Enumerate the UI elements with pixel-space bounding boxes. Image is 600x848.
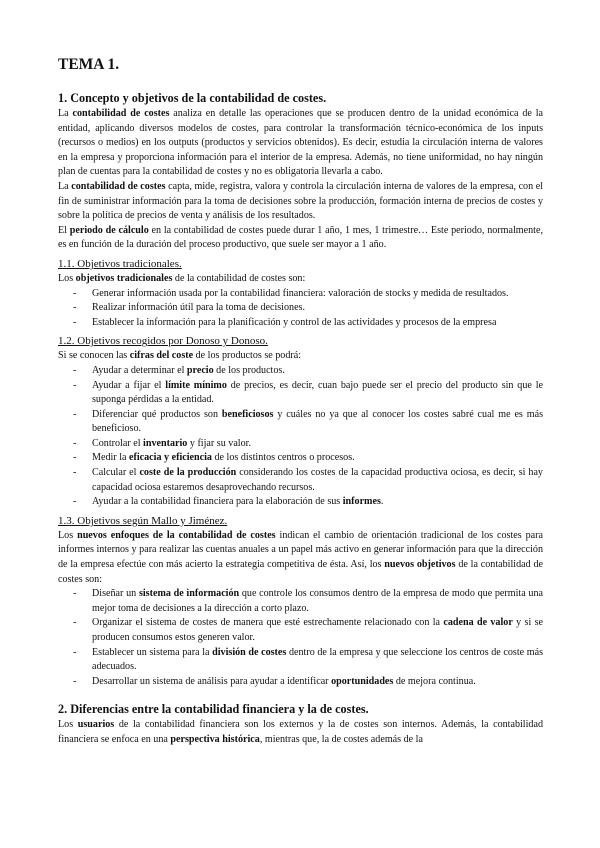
- bullet-list: [58, 287, 543, 331]
- list-item: - Controlar el inventario y fijar su valor.: [92, 437, 543, 452]
- paragraph: Los objetivos tradicionales de la contabilidad de costes son:: [58, 272, 306, 284]
- bold-term: perspectiva histórica: [170, 733, 260, 745]
- list-item: - Establecer un sistema para la división de costes dentro de la empresa y que seleccione los centros de coste más adecuados.: [92, 646, 543, 675]
- bold-term: cifras del coste: [129, 350, 194, 362]
- list-item: - Ayudar a la contabilidad financiera para la elaboración de sus informes.: [92, 495, 543, 510]
- list-item: - Ayudar a fijar el límite mínimo de precios, es decir, cuan bajo puede ser el precio del producto sin que le suponga pérdidas a la entidad.: [92, 379, 543, 408]
- bold-term: objetivos tradicionales: [75, 272, 173, 284]
- subsection-1-2-heading: 1.2. Objetivos recogidos por Donoso y Donoso.: [58, 335, 268, 348]
- bold-term: usuarios: [77, 719, 115, 731]
- bold-term: contabilidad de costes: [71, 180, 166, 192]
- list-item: - Medir la eficacia y eficiencia de los distintos centros o procesos.: [92, 451, 543, 466]
- paragraph: Los nuevos enfoques de la contabilidad de costes indican el cambio de orientación tradicional de los costes para informes internos y para realizar las cuentas anuales a un papel más activo en generar información para que la dirección de la empresa efectúe con más acierto la estrategia competitiva de ésta. Así, los nuevos objetivos de la contabilidad de costes son:: [58, 529, 543, 585]
- list-item: - Diseñar un sistema de información que controle los consumos dentro de la empresa de modo que permita una mejor toma de decisiones a la dirección a corto plazo.: [92, 587, 543, 616]
- bullet-list: [58, 587, 543, 689]
- section-1-heading: 1. Concepto y objetivos de la contabilidad de costes.: [58, 91, 327, 105]
- paragraph: El periodo de cálculo en la contabilidad de costes puede durar 1 año, 1 mes, 1 trimestre… Este periodo, normalmente, es en función de la duración del proceso productivo, que suele ser mayor a 1 año.: [58, 224, 543, 251]
- paragraph: Si se conocen las cifras del coste de los productos se podrá:: [58, 350, 302, 362]
- bold-term: contabilidad de costes: [72, 108, 170, 119]
- list-item: - Calcular el coste de la producción considerando los costes de la capacidad productiva ociosa, es decir, si hay capacidad ociosa estaremos desaprovechando recursos.: [92, 466, 543, 495]
- list-item: - Diferenciar qué productos son beneficiosos y cuáles no ya que al conocer los costes sabré cual me es más beneficioso.: [92, 408, 543, 437]
- list-item: - Establecer la información para la planificación y control de las actividades y procesos de la empresa: [92, 316, 543, 331]
- bold-term: periodo de cálculo: [69, 224, 149, 236]
- list-item: - Realizar información útil para la toma de decisiones.: [92, 301, 543, 316]
- subsection-1-3-heading: 1.3. Objetivos según Mallo y Jiménez.: [58, 514, 228, 527]
- list-item: - Generar información usada por la contabilidad financiera: valoración de stocks y medida de resultados.: [92, 287, 543, 302]
- section-2-heading: 2. Diferencias entre la contabilidad financiera y la de costes.: [58, 702, 369, 717]
- list-item: - Ayudar a determinar el precio de los productos.: [92, 364, 543, 379]
- bullet-list: [58, 364, 543, 510]
- list-item: - Desarrollar un sistema de análisis para ayudar a identificar oportunidades de mejora continua.: [92, 675, 543, 690]
- paragraph: La contabilidad de costes analiza en detalle las operaciones que se producen dentro de la unidad económica de la entidad, aplicando diversos modelos de costes, para controlar la transformación técnico-económica de los inputs (recursos o medios) en los outputs (productos y servicios obtenidos). Es decir, estudia la circulación interna de valores en la empresa y proporciona información para el interior de la empresa. Además, no tiene uniformidad, no hay ningún plan de cuentas para la contabilidad de costes y no es obligatoria llevarla a cabo.: [58, 108, 543, 178]
- list-item: - Organizar el sistema de costes de manera que esté estrechamente relacionado con la cadena de valor y si se producen consumos estos generen valor.: [92, 616, 543, 645]
- document-title: TEMA 1.: [58, 56, 120, 73]
- subsection-1-1-heading: 1.1. Objetivos tradicionales.: [58, 257, 182, 270]
- paragraph: La contabilidad de costes capta, mide, registra, valora y controla la circulación interna de valores de la empresa, con el fin de suministrar información para la toma de decisiones sobre la producción, formación interna de precios de costes y sobre la política de precios de venta y análisis de los resultados.: [58, 180, 543, 222]
- bold-term: nuevos objetivos: [384, 559, 456, 571]
- bold-term: nuevos enfoques de la contabilidad de costes: [77, 529, 276, 541]
- paragraph: Los usuarios de la contabilidad financiera son los externos y la de costes son internos. Además, la contabilidad financiera se enfoca en una perspectiva histórica, mientras que, la de costes además de la: [58, 719, 543, 745]
